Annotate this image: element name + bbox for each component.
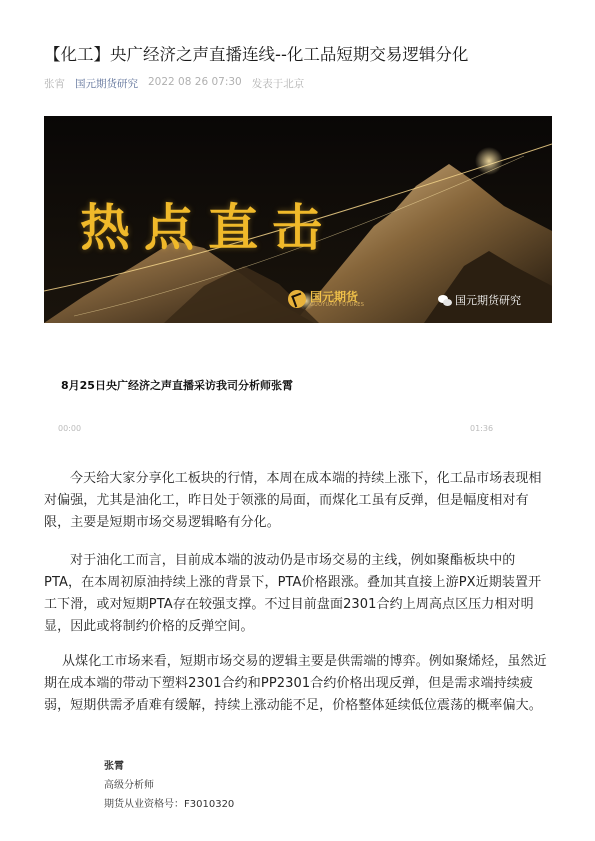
author-signature	[104, 757, 234, 814]
brand-name: 国元期货	[310, 289, 359, 304]
author-license: 期货从业资格号：F3010320	[104, 799, 235, 810]
publish-location: 发表于北京	[251, 78, 305, 90]
author-label: 张宵	[44, 78, 65, 90]
paragraph-text: 对于油化工而言，目前成本端的波动仍是市场交易的主线，例如聚酯板块中的PTA，在本周初原油持续上涨的背景下，PTA价格跟涨。叠加其直接上游PX近期装置开工下滑，或对短期PTA存在较强支撑。不过目前盘面2301合约上周高点区压力相对明显，因此或将制约价格的反弹空间。	[44, 553, 542, 634]
hero-banner	[44, 116, 552, 323]
paragraph-2	[44, 550, 552, 638]
wechat-icon	[438, 295, 452, 306]
article-title: 【化工】央广经济之声直播连线--化工品短期交易逻辑分化	[44, 45, 469, 64]
author-name: 张霄	[104, 761, 124, 772]
video-start-time: 00:00	[58, 424, 82, 433]
paragraph-1	[44, 468, 552, 534]
wechat-label: 国元期货研究	[455, 294, 521, 307]
paragraph-text: 从煤化工市场来看，短期市场交易的逻辑主要是供需端的博弈。例如聚烯烃，虽然近期在成本端的带动下塑料2301合约和PP2301合约价格出现反弹，但是需求端持续疲弱，短期供需矛盾难有缓解，持续上涨动能不足，价格整体延续低位震荡的概率偏大。	[44, 654, 547, 713]
paragraph-3	[44, 651, 552, 717]
publish-date: 2022 08 26 07:30	[148, 76, 242, 88]
video-caption: 8月25日央广经济之声直播采访我司分析师张霄	[61, 379, 293, 392]
paragraph-text: 今天给大家分享化工板块的行情，本周在成本端的持续上涨下，化工品市场表现相对偏强，尤其是油化工，昨日处于领涨的局面，而煤化工虽有反弹，但是幅度相对有限，主要是短期市场交易逻辑略有分化。	[44, 471, 542, 530]
brand-logo	[288, 290, 364, 308]
banner-headline: 热点直击	[80, 198, 336, 257]
account-link[interactable]: 国元期货研究	[75, 78, 138, 90]
brand-english: GUOYUAN FUTURES	[310, 301, 365, 308]
author-role: 高级分析师	[104, 780, 154, 791]
video-end-time: 01:36	[470, 424, 494, 433]
brand-mark-icon	[288, 290, 306, 308]
wechat-watermark	[438, 292, 521, 308]
article-meta	[44, 76, 304, 91]
